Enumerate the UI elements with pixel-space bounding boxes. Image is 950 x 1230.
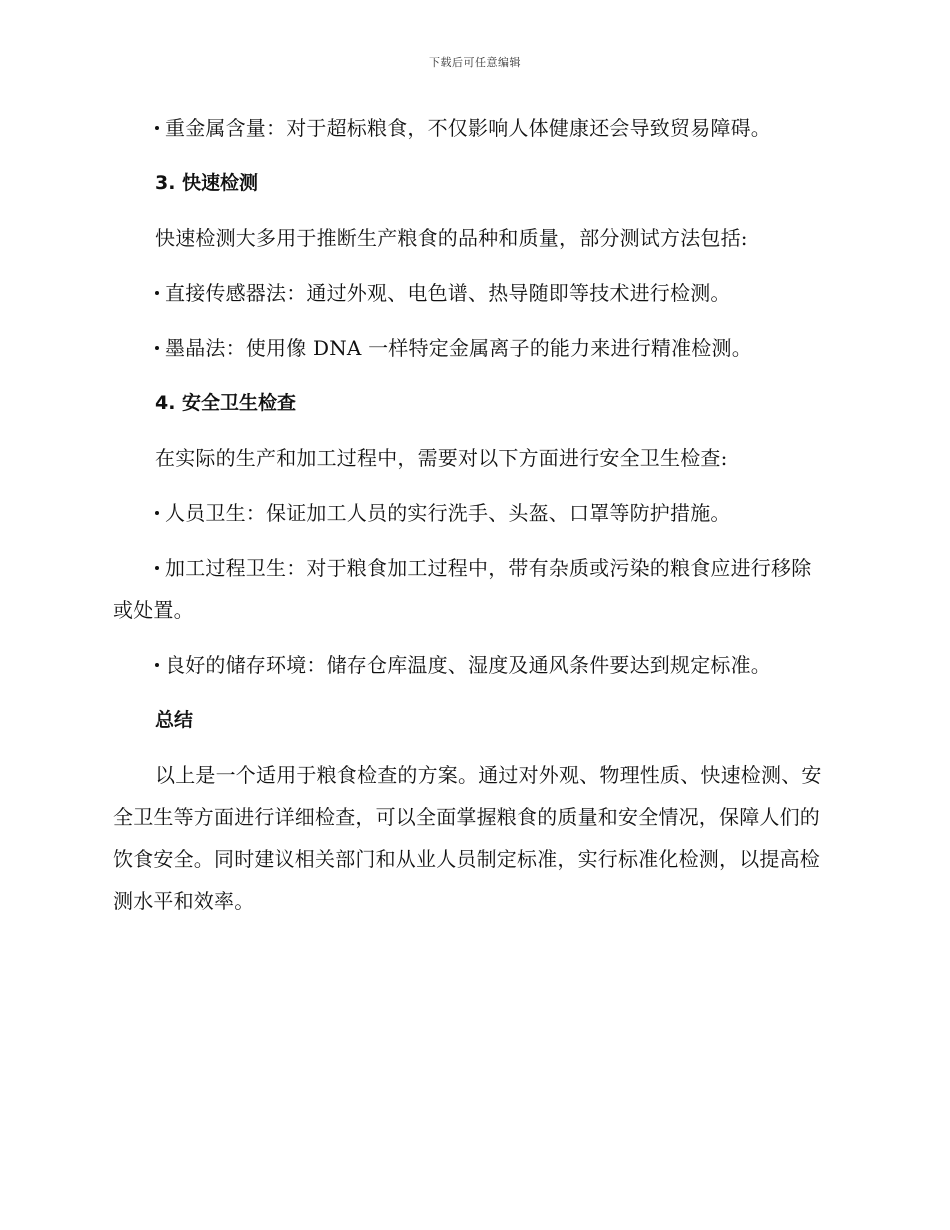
rapid-test-intro: 快速检测大多用于推断生产粮食的品种和质量，部分测试方法包括: — [155, 226, 748, 250]
bullet-storage-environment-text: 良好的储存环境：储存仓库温度、湿度及通风条件要达到规定标准。 — [165, 653, 771, 677]
bullet-ink-crystal-method — [113, 327, 831, 369]
bullet-sensor-method — [113, 272, 831, 314]
bullet-process-hygiene — [113, 547, 831, 631]
bullet-process-hygiene-text: 加工过程卫生：对于粮食加工过程中，带有杂质或污染的粮食应进行移除或处置。 — [113, 556, 812, 622]
bullet-storage-environment — [113, 644, 831, 686]
section-heading-safety-check: 4. 安全卫生检查 — [155, 392, 297, 414]
bullet-dot — [155, 511, 159, 515]
section-heading-rapid-test: 3. 快速检测 — [155, 172, 259, 194]
safety-check-intro: 在实际的生产和加工过程中，需要对以下方面进行安全卫生检查: — [155, 446, 728, 470]
bullet-heavy-metal-text: 重金属含量：对于超标粮食，不仅影响人体健康还会导致贸易障碍。 — [165, 116, 771, 140]
summary-paragraph: 以上是一个适用于粮食检查的方案。通过对外观、物理性质、快速检测、安全卫生等方面进行详细检查，可以全面掌握粮食的质量和安全情况，保障人们的饮食安全。同时建议相关部门和从业人员制定标准，实行标准化检测，以提高检测水平和效率。 — [113, 763, 822, 913]
bullet-dot — [155, 291, 159, 295]
bullet-personnel-hygiene — [113, 492, 831, 534]
bullet-dot — [155, 126, 159, 130]
bullet-dot — [155, 566, 159, 570]
bullet-dot — [155, 346, 159, 350]
bullet-sensor-method-text: 直接传感器法：通过外观、电色谱、热导随即等技术进行检测。 — [165, 281, 731, 305]
bullet-dot — [155, 663, 159, 667]
bullet-personnel-hygiene-text: 人员卫生：保证加工人员的实行洗手、头盔、口罩等防护措施。 — [165, 501, 731, 525]
section-heading-summary: 总结 — [155, 709, 194, 731]
bullet-heavy-metal — [113, 107, 831, 149]
page-header: 下载后可任意编辑 — [429, 56, 521, 69]
bullet-ink-crystal-method-text: 墨晶法：使用像 DNA 一样特定金属离子的能力来进行精准检测。 — [165, 336, 752, 360]
document-body — [113, 107, 831, 935]
